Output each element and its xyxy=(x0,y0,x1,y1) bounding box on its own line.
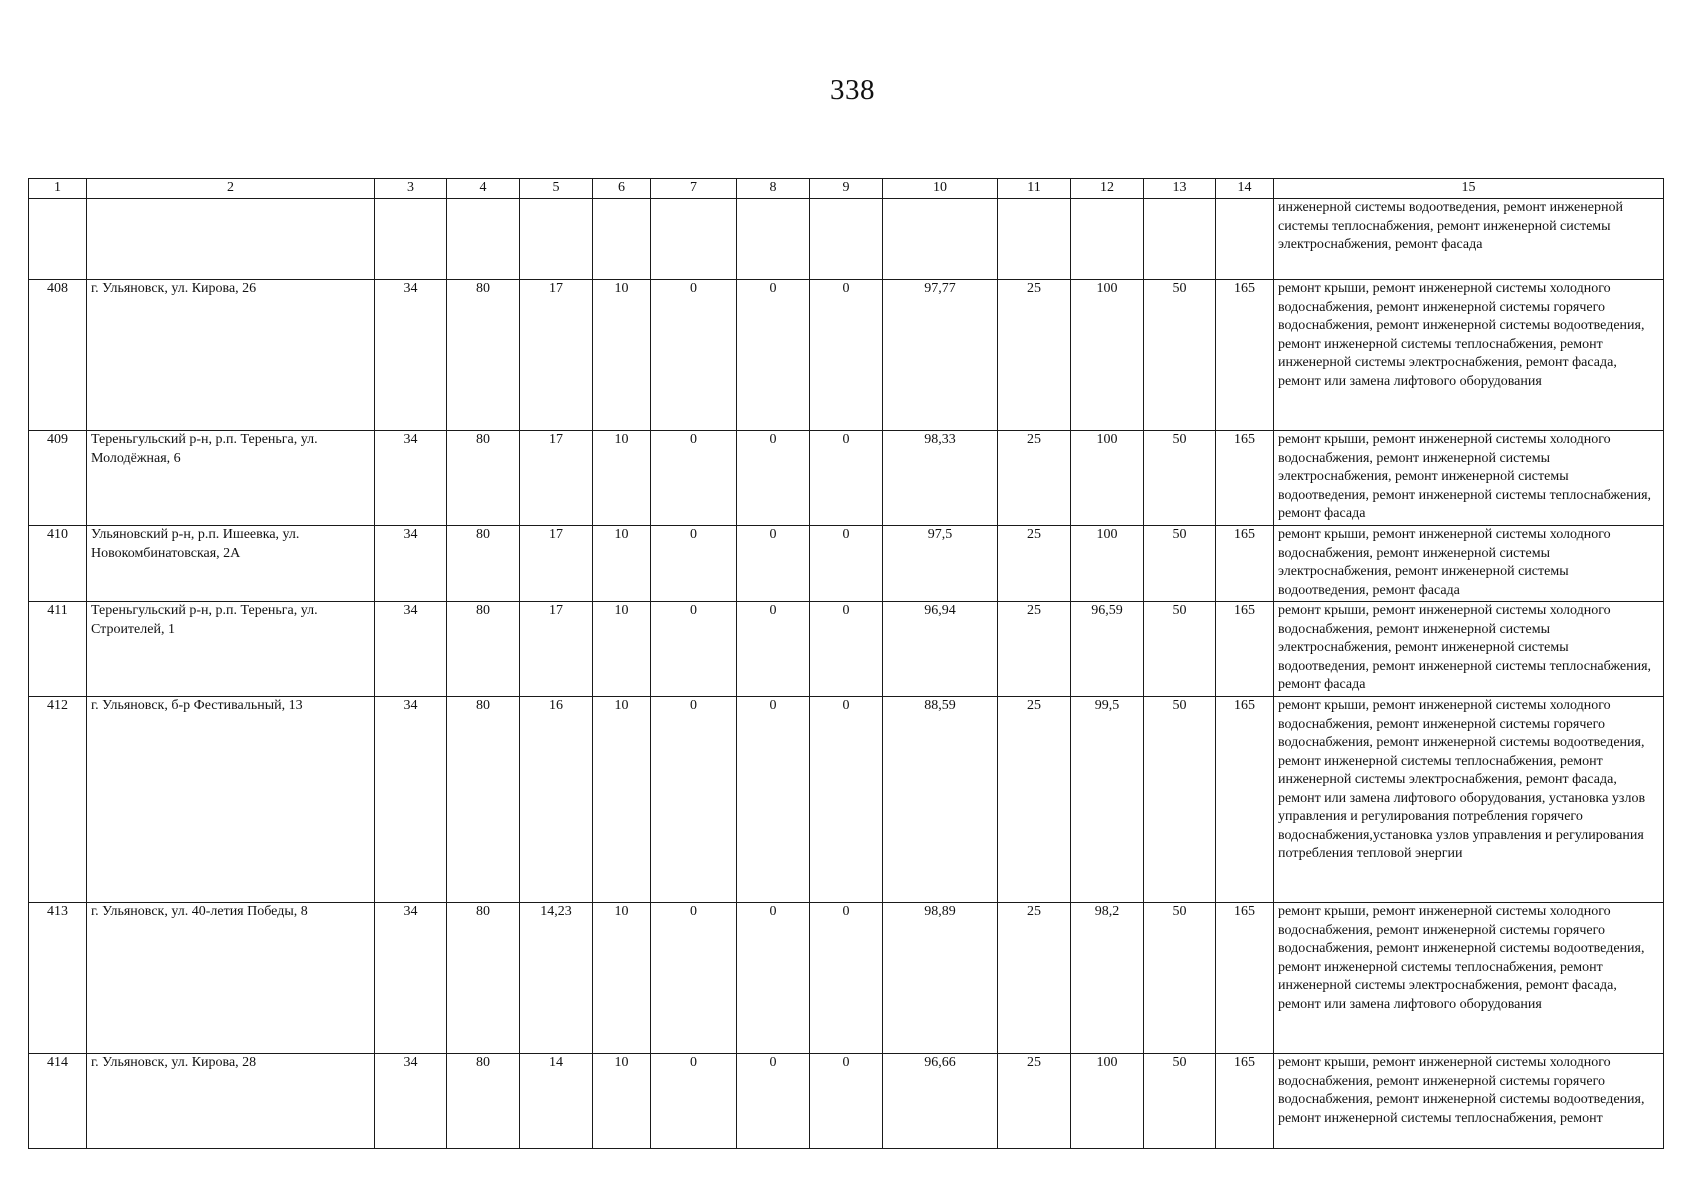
col8-cell: 0 xyxy=(737,431,810,526)
col8-cell: 0 xyxy=(737,526,810,602)
works-cell: ремонт крыши, ремонт инженерной системы холодного водоснабжения, ремонт инженерной системы электроснабжения, ремонт инженерной системы водоотведения, ремонт инженерной системы теплоснабжения, ремонт фасада xyxy=(1274,602,1664,697)
col12-cell: 96,59 xyxy=(1071,602,1144,697)
table-row xyxy=(29,602,1664,697)
col3-cell: 34 xyxy=(375,602,447,697)
column-header: 10 xyxy=(883,179,998,199)
column-header: 8 xyxy=(737,179,810,199)
col10-cell: 97,5 xyxy=(883,526,998,602)
col13-cell: 50 xyxy=(1144,526,1216,602)
table-row xyxy=(29,903,1664,1054)
table-row xyxy=(29,526,1664,602)
column-header: 12 xyxy=(1071,179,1144,199)
col13-cell: 50 xyxy=(1144,697,1216,903)
col7-cell: 0 xyxy=(651,903,737,1054)
column-header: 4 xyxy=(447,179,520,199)
col7-cell: 0 xyxy=(651,431,737,526)
col7-cell: 0 xyxy=(651,697,737,903)
table-body xyxy=(29,199,1664,1149)
address-cell: Тереньгульский р-н, р.п. Тереньга, ул. Молодёжная, 6 xyxy=(87,431,375,526)
address-cell: Тереньгульский р-н, р.п. Тереньга, ул. Строителей, 1 xyxy=(87,602,375,697)
col3-cell: 34 xyxy=(375,697,447,903)
col11-cell: 25 xyxy=(998,280,1071,431)
col4-cell: 80 xyxy=(447,697,520,903)
works-cell: инженерной системы водоотведения, ремонт инженерной системы теплоснабжения, ремонт инженерной системы электроснабжения, ремонт фасада xyxy=(1274,199,1664,280)
col9-cell: 0 xyxy=(810,526,883,602)
col10-cell: 88,59 xyxy=(883,697,998,903)
col6-cell: 10 xyxy=(593,280,651,431)
col5-cell: 17 xyxy=(520,602,593,697)
column-header: 3 xyxy=(375,179,447,199)
col13-cell: 50 xyxy=(1144,1054,1216,1149)
col8-cell: 0 xyxy=(737,1054,810,1149)
col6-cell: 10 xyxy=(593,526,651,602)
column-header: 2 xyxy=(87,179,375,199)
col14-cell: 165 xyxy=(1216,280,1274,431)
col4-cell: 80 xyxy=(447,903,520,1054)
row-number-cell: 413 xyxy=(29,903,87,1054)
works-cell: ремонт крыши, ремонт инженерной системы холодного водоснабжения, ремонт инженерной системы горячего водоснабжения, ремонт инженерной системы водоотведения, ремонт инженерной системы теплоснабжения, ремонт инженерной системы электроснабжения, ремонт фасада, ремонт или замена лифтового оборудования, установка узлов управления и регулирования потребления горячего водоснабжения,установка узлов управления и регулирования потребления тепловой энергии xyxy=(1274,697,1664,903)
col11-cell: 25 xyxy=(998,602,1071,697)
col8-cell: 0 xyxy=(737,280,810,431)
column-header: 13 xyxy=(1144,179,1216,199)
row-number-cell: 409 xyxy=(29,431,87,526)
col10-cell: 98,89 xyxy=(883,903,998,1054)
col4-cell: 80 xyxy=(447,431,520,526)
works-cell: ремонт крыши, ремонт инженерной системы холодного водоснабжения, ремонт инженерной системы электроснабжения, ремонт инженерной системы водоотведения, ремонт инженерной системы теплоснабжения, ремонт фасада xyxy=(1274,431,1664,526)
col9-cell: 0 xyxy=(810,1054,883,1149)
table-row xyxy=(29,1054,1664,1149)
works-cell: ремонт крыши, ремонт инженерной системы холодного водоснабжения, ремонт инженерной системы горячего водоснабжения, ремонт инженерной системы водоотведения, ремонт инженерной системы теплоснабжения, ремонт инженерной системы электроснабжения, ремонт фасада, ремонт или замена лифтового оборудования xyxy=(1274,903,1664,1054)
col4-cell: 80 xyxy=(447,602,520,697)
col6-cell: 10 xyxy=(593,431,651,526)
col12-cell: 98,2 xyxy=(1071,903,1144,1054)
col9-cell: 0 xyxy=(810,431,883,526)
col7-cell: 0 xyxy=(651,602,737,697)
row-number-cell: 412 xyxy=(29,697,87,903)
column-header: 7 xyxy=(651,179,737,199)
col5-cell: 17 xyxy=(520,431,593,526)
col11-cell: 25 xyxy=(998,431,1071,526)
col12-cell: 100 xyxy=(1071,280,1144,431)
col3-cell: 34 xyxy=(375,526,447,602)
col6-cell: 10 xyxy=(593,1054,651,1149)
col9-cell: 0 xyxy=(810,697,883,903)
col13-cell: 50 xyxy=(1144,903,1216,1054)
col5-cell: 17 xyxy=(520,280,593,431)
column-header: 15 xyxy=(1274,179,1664,199)
col13-cell: 50 xyxy=(1144,602,1216,697)
col7-cell: 0 xyxy=(651,526,737,602)
col10-cell: 97,77 xyxy=(883,280,998,431)
page-number: 338 xyxy=(830,74,875,106)
col14-cell: 165 xyxy=(1216,602,1274,697)
col14-cell: 165 xyxy=(1216,903,1274,1054)
col3-cell: 34 xyxy=(375,1054,447,1149)
col8-cell: 0 xyxy=(737,903,810,1054)
table-row xyxy=(29,697,1664,903)
col11-cell: 25 xyxy=(998,526,1071,602)
col4-cell: 80 xyxy=(447,280,520,431)
col12-cell: 99,5 xyxy=(1071,697,1144,903)
works-cell: ремонт крыши, ремонт инженерной системы холодного водоснабжения, ремонт инженерной системы горячего водоснабжения, ремонт инженерной системы водоотведения, ремонт инженерной системы теплоснабжения, ремонт инженерной системы электроснабжения, ремонт фасада, ремонт или замена лифтового оборудования xyxy=(1274,280,1664,431)
col9-cell: 0 xyxy=(810,602,883,697)
column-header: 6 xyxy=(593,179,651,199)
row-number-cell: 411 xyxy=(29,602,87,697)
col3-cell: 34 xyxy=(375,431,447,526)
row-number-cell: 410 xyxy=(29,526,87,602)
header-row xyxy=(29,179,1664,199)
works-cell: ремонт крыши, ремонт инженерной системы холодного водоснабжения, ремонт инженерной системы горячего водоснабжения, ремонт инженерной системы водоотведения, ремонт инженерной системы теплоснабжения, ремонт xyxy=(1274,1054,1664,1149)
col11-cell: 25 xyxy=(998,903,1071,1054)
col9-cell: 0 xyxy=(810,903,883,1054)
column-header: 9 xyxy=(810,179,883,199)
address-cell: г. Ульяновск, б-р Фестивальный, 13 xyxy=(87,697,375,903)
col12-cell: 100 xyxy=(1071,431,1144,526)
col11-cell: 25 xyxy=(998,1054,1071,1149)
col3-cell: 34 xyxy=(375,280,447,431)
column-header: 11 xyxy=(998,179,1071,199)
col11-cell: 25 xyxy=(998,697,1071,903)
column-header: 5 xyxy=(520,179,593,199)
continuation-row xyxy=(29,199,1664,280)
col6-cell: 10 xyxy=(593,903,651,1054)
col14-cell: 165 xyxy=(1216,697,1274,903)
col4-cell: 80 xyxy=(447,1054,520,1149)
col13-cell: 50 xyxy=(1144,280,1216,431)
col5-cell: 16 xyxy=(520,697,593,903)
col10-cell: 96,66 xyxy=(883,1054,998,1149)
col12-cell: 100 xyxy=(1071,526,1144,602)
col7-cell: 0 xyxy=(651,1054,737,1149)
row-number-cell: 408 xyxy=(29,280,87,431)
registry-table xyxy=(28,178,1664,1149)
col7-cell: 0 xyxy=(651,280,737,431)
col12-cell: 100 xyxy=(1071,1054,1144,1149)
col6-cell: 10 xyxy=(593,697,651,903)
table-row xyxy=(29,431,1664,526)
address-cell: г. Ульяновск, ул. Кирова, 28 xyxy=(87,1054,375,1149)
col14-cell: 165 xyxy=(1216,526,1274,602)
col5-cell: 14 xyxy=(520,1054,593,1149)
column-header: 1 xyxy=(29,179,87,199)
address-cell: г. Ульяновск, ул. 40-летия Победы, 8 xyxy=(87,903,375,1054)
address-cell: Ульяновский р-н, р.п. Ишеевка, ул. Новокомбинатовская, 2А xyxy=(87,526,375,602)
col8-cell: 0 xyxy=(737,697,810,903)
address-cell: г. Ульяновск, ул. Кирова, 26 xyxy=(87,280,375,431)
row-number-cell: 414 xyxy=(29,1054,87,1149)
col10-cell: 96,94 xyxy=(883,602,998,697)
col3-cell: 34 xyxy=(375,903,447,1054)
col10-cell: 98,33 xyxy=(883,431,998,526)
column-header: 14 xyxy=(1216,179,1274,199)
col6-cell: 10 xyxy=(593,602,651,697)
col8-cell: 0 xyxy=(737,602,810,697)
table-row xyxy=(29,280,1664,431)
col13-cell: 50 xyxy=(1144,431,1216,526)
col5-cell: 17 xyxy=(520,526,593,602)
col9-cell: 0 xyxy=(810,280,883,431)
col5-cell: 14,23 xyxy=(520,903,593,1054)
col4-cell: 80 xyxy=(447,526,520,602)
col14-cell: 165 xyxy=(1216,431,1274,526)
works-cell: ремонт крыши, ремонт инженерной системы холодного водоснабжения, ремонт инженерной системы электроснабжения, ремонт инженерной системы водоотведения, ремонт фасада xyxy=(1274,526,1664,602)
col14-cell: 165 xyxy=(1216,1054,1274,1149)
